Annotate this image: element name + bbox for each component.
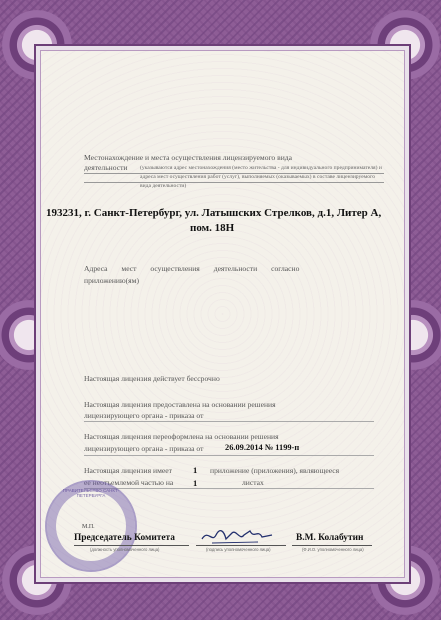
name-hint: (Ф.И.О. уполномоченного лица) <box>302 547 364 552</box>
location-label: Местонахождение и места осуществления лицензируемого вида <box>84 153 293 162</box>
basis-line-2: лицензирующего органа - приказа от <box>84 411 204 420</box>
location-underline-2 <box>84 182 384 183</box>
attachments-count-1: 1 <box>193 465 198 475</box>
signature-hint: (подпись уполномоченного лица) <box>206 547 271 552</box>
signer-name: В.М. Колабутин <box>296 533 364 543</box>
signer-position: Председатель Комитета <box>74 533 175 543</box>
official-stamp <box>45 480 137 572</box>
stamp-ring-text: ПРАВИТЕЛЬСТВО САНКТ-ПЕТЕРБУРГА <box>62 488 120 498</box>
attachments-line-2: ее неотъемлемой частью на <box>84 478 174 487</box>
basis-line-1: Настоящая лицензия предоставлена на основании решения <box>84 400 276 409</box>
location-underline-1 <box>84 173 384 174</box>
reissue-underline <box>84 455 374 456</box>
address-line-1: 193231, г. Санкт-Петербург, ул. Латышских Стрелков, д.1, Литер А, <box>46 207 382 219</box>
attachments-line-1: Настоящая лицензия имеет <box>84 466 172 475</box>
reissue-line-1: Настоящая лицензия переоформлена на основании решения <box>84 432 279 441</box>
position-hint: (должность уполномоченного лица) <box>90 547 160 552</box>
name-underline <box>292 545 372 546</box>
position-underline <box>74 545 189 546</box>
reissue-order-value: 26.09.2014 № 1199-п <box>225 443 300 452</box>
appendix-note-line-2: приложению(ям) <box>84 276 139 285</box>
signature-underline <box>196 545 286 546</box>
attachments-count-2: 1 <box>193 478 198 488</box>
location-label-2: деятельности <box>84 163 128 172</box>
validity-text: Настоящая лицензия действует бессрочно <box>84 374 220 383</box>
appendix-note-line-1: Адреса мест осуществления деятельности согласно <box>84 264 300 273</box>
location-hint: (указываются адрес местонахождения (место жительства - для индивидуального предпринимателя) и адреса мест осуществления работ (услуг), выполняемых (оказываемых) в составе лицензируемого вида деятельности) <box>140 165 382 189</box>
basis-underline <box>84 421 374 422</box>
attachments-line-1b: приложение (приложения), являющееся <box>210 466 340 475</box>
attachments-line-2b: листах <box>242 478 264 487</box>
address-line-2: пом. 18Н <box>190 222 235 234</box>
stamp-mp: М.П. <box>82 524 95 530</box>
reissue-line-2: лицензирующего органа - приказа от <box>84 444 204 453</box>
